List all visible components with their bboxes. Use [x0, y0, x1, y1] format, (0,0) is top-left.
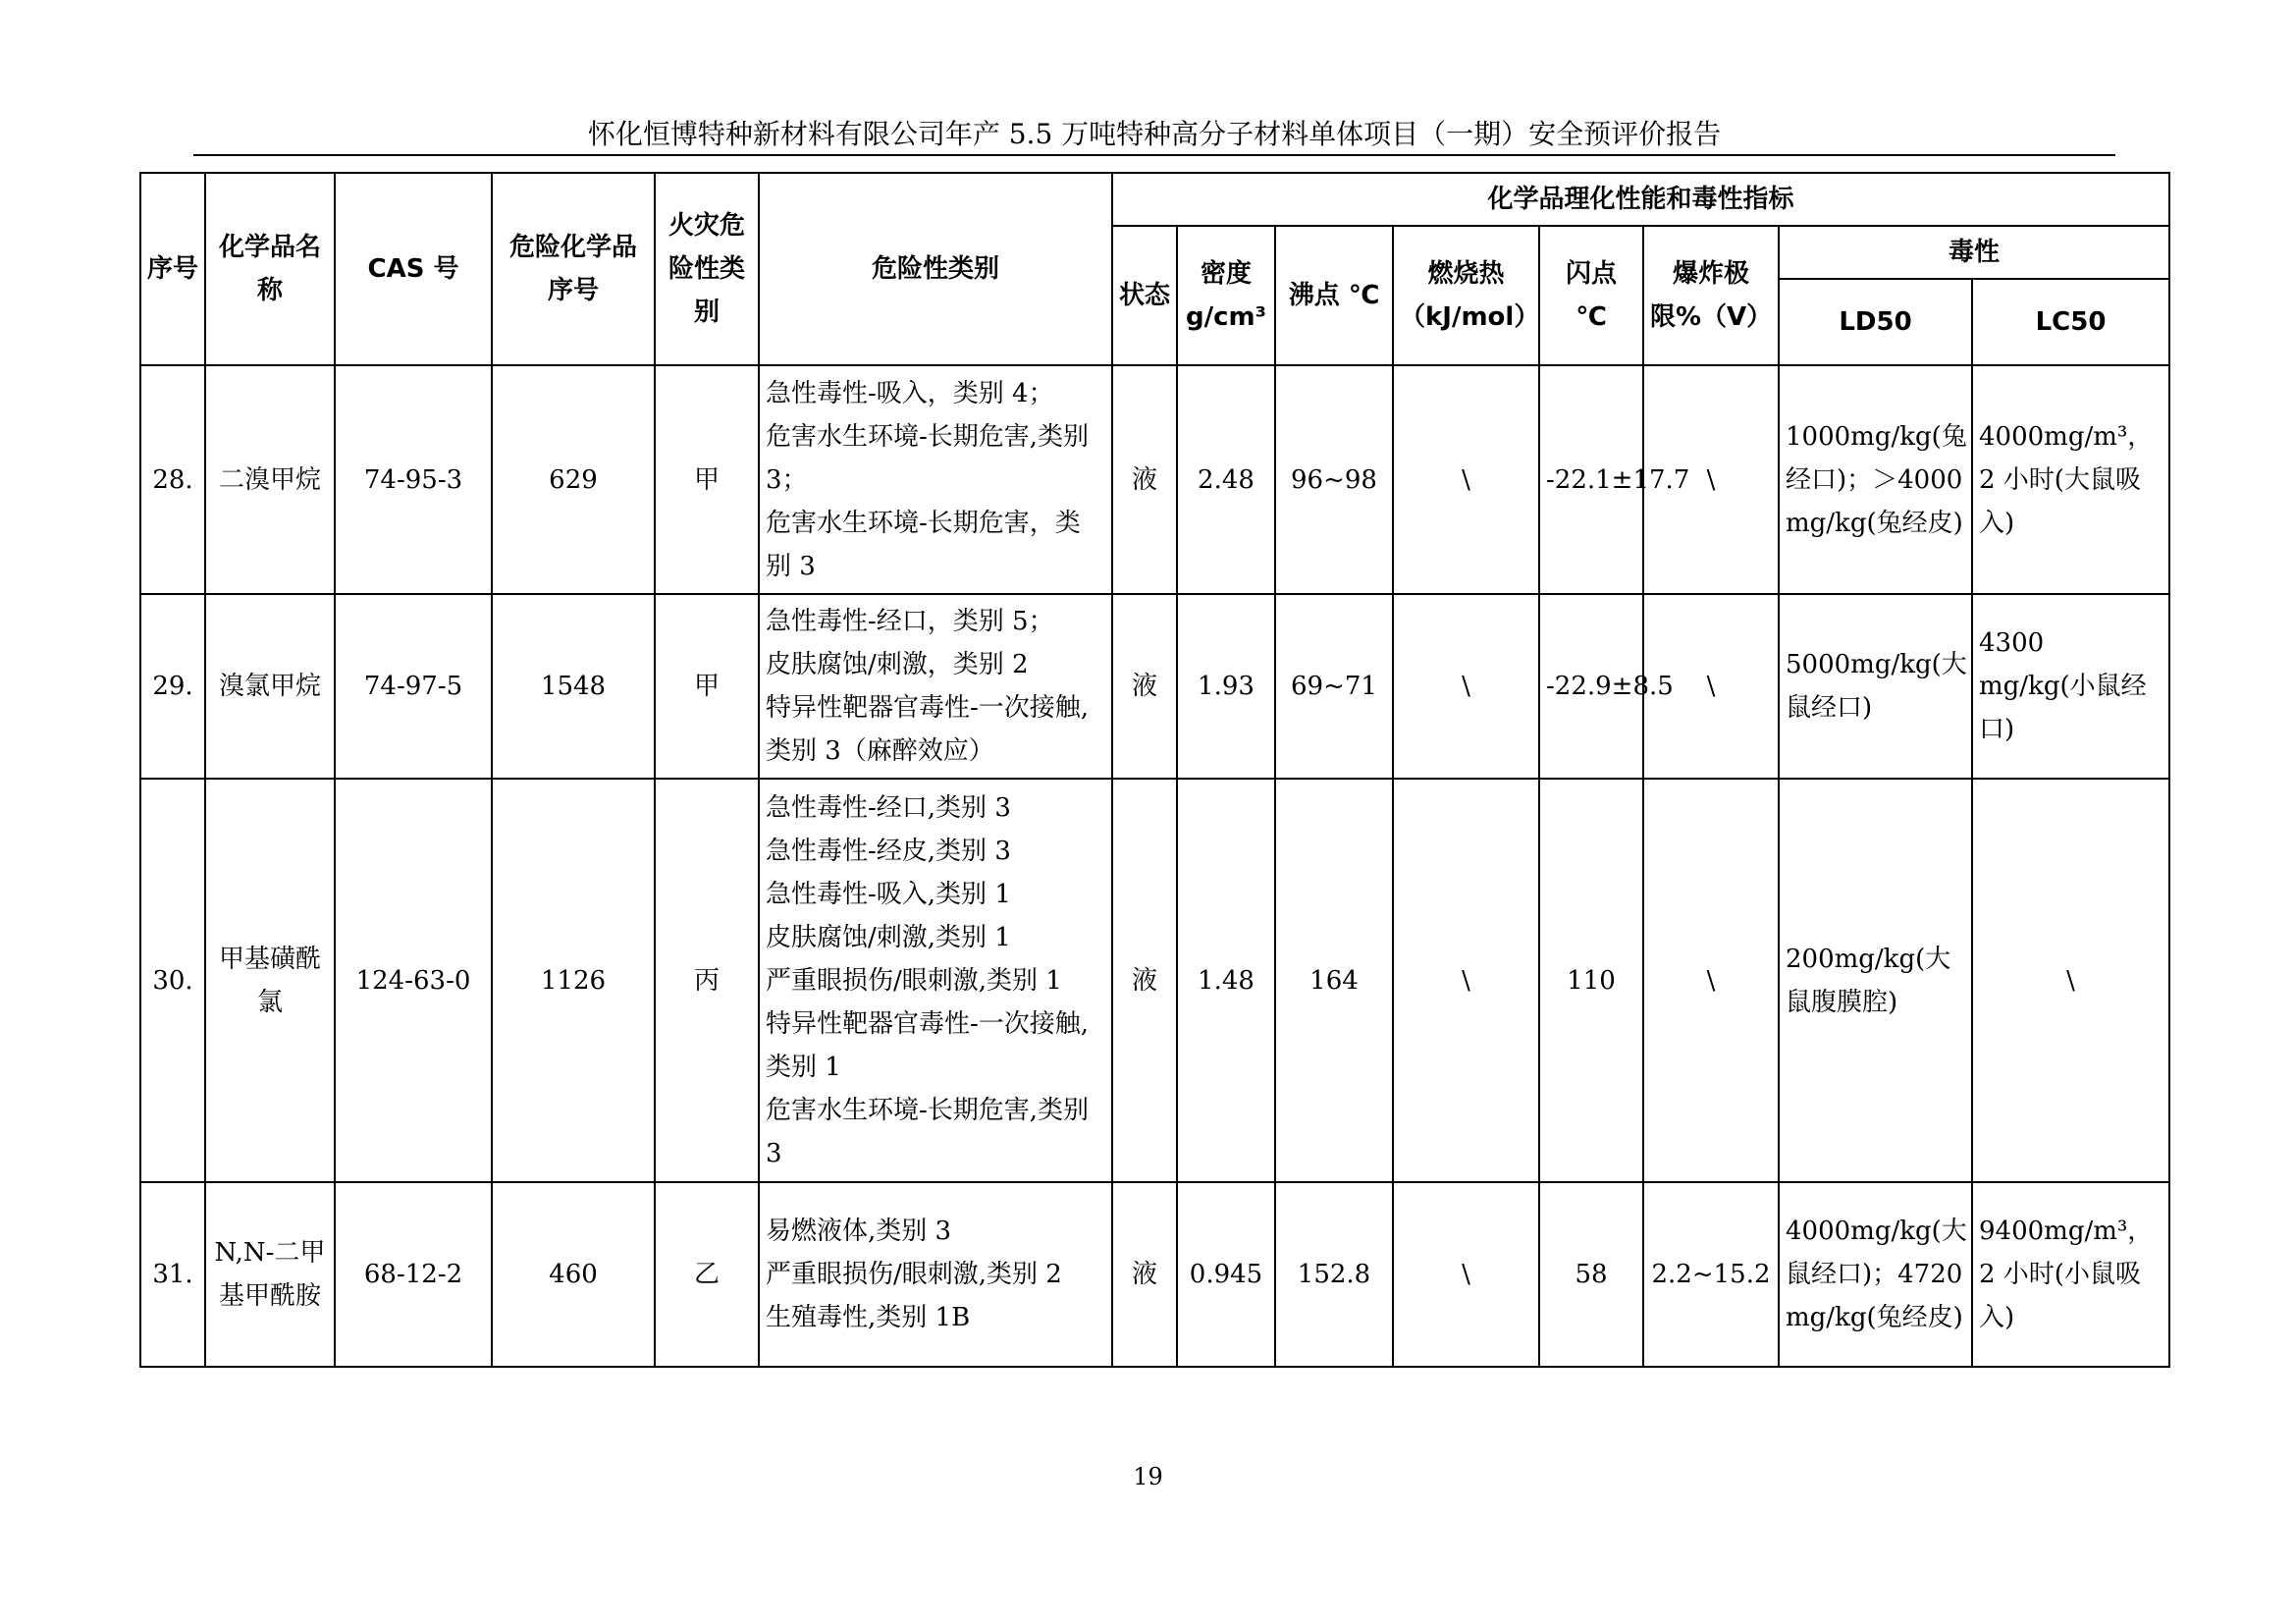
- cell-hazard-class: [759, 365, 1112, 594]
- cell-state: 液: [1112, 1182, 1177, 1367]
- cell-hazard-class: [759, 779, 1112, 1182]
- cell-combustion: \: [1393, 594, 1539, 779]
- cell-combustion: \: [1393, 779, 1539, 1182]
- cell-boiling: 152.8: [1275, 1182, 1393, 1367]
- cell-lc50: 4300 mg/kg(小鼠经口): [1972, 594, 2169, 779]
- cell-cas: 74-95-3: [335, 365, 492, 594]
- hazard-line: 特异性靶器官毒性-一次接触,类别 3（麻醉效应）: [766, 693, 1090, 766]
- header-seq: 序号: [140, 173, 205, 365]
- header-fire-class: 火灾危险性类别: [655, 173, 759, 365]
- cell-cas: 74-97-5: [335, 594, 492, 779]
- cell-fire-class: 乙: [655, 1182, 759, 1367]
- chemical-properties-table: [139, 172, 2170, 1368]
- hazard-line: 易燃液体,类别 3: [766, 1217, 952, 1246]
- hazard-line: 急性毒性-经口,类别 3: [766, 792, 1011, 823]
- hazard-line: 皮肤腐蚀/刺激，类别 2: [766, 650, 1029, 679]
- header-density: 密度 g/cm³: [1177, 226, 1275, 365]
- table-row: [140, 1182, 2169, 1367]
- cell-state: 液: [1112, 365, 1177, 594]
- page-number: 19: [1133, 1463, 1163, 1490]
- cell-fire-class: 丙: [655, 779, 759, 1182]
- hazard-line: 急性毒性-吸入，类别 4；: [766, 378, 1054, 408]
- hazard-line: 危害水生环境-长期危害，类别 3: [766, 508, 1081, 581]
- cell-hazard-class: [759, 594, 1112, 779]
- cell-cas: 68-12-2: [335, 1182, 492, 1367]
- header-name: 化学品名称: [205, 173, 335, 365]
- cell-name: 溴氯甲烷: [205, 594, 335, 779]
- hazard-line: 危害水生环境-长期危害,类别 3: [766, 1095, 1090, 1168]
- cell-seq: 28.: [140, 365, 205, 594]
- cell-lc50: 4000mg/m³，2 小时(大鼠吸入): [1972, 365, 2169, 594]
- cell-lc50: 9400mg/m³，2 小时(小鼠吸入): [1972, 1182, 2169, 1367]
- hazard-line: 特异性靶器官毒性-一次接触,类别 1: [766, 1008, 1090, 1082]
- cell-state: 液: [1112, 779, 1177, 1182]
- header-rule: [193, 154, 2115, 156]
- document-header-title: 怀化恒博特种新材料有限公司年产 5.5 万吨特种高分子材料单体项目（一期）安全预评价报告: [587, 118, 1722, 150]
- cell-fire-class: 甲: [655, 365, 759, 594]
- header-boiling: 沸点 ℃: [1275, 226, 1393, 365]
- cell-combustion: \: [1393, 1182, 1539, 1367]
- cell-boiling: 164: [1275, 779, 1393, 1182]
- header-flash: 闪点 ℃: [1539, 226, 1643, 365]
- cell-density: 0.945: [1177, 1182, 1275, 1367]
- cell-ld50: 1000mg/kg(兔经口)；＞4000 mg/kg(兔经皮): [1779, 365, 1972, 594]
- header-lc50: LC50: [1972, 279, 2169, 365]
- cell-name: 二溴甲烷: [205, 365, 335, 594]
- cell-density: 1.93: [1177, 594, 1275, 779]
- cell-explosion: \: [1643, 779, 1779, 1182]
- cell-density: 2.48: [1177, 365, 1275, 594]
- cell-ld50: 200mg/kg(大鼠腹膜腔): [1779, 779, 1972, 1182]
- cell-fire-class: 甲: [655, 594, 759, 779]
- header-props-group: 化学品理化性能和毒性指标: [1112, 173, 2169, 226]
- header-combustion: 燃烧热（kJ/mol）: [1393, 226, 1539, 365]
- table-row: [140, 779, 2169, 1182]
- hazard-line: 生殖毒性,类别 1B: [766, 1303, 971, 1332]
- hazard-line: 严重眼损伤/眼刺激,类别 2: [766, 1260, 1062, 1289]
- header-hazard-class: 危险性类别: [759, 173, 1112, 365]
- hazard-line: 危害水生环境-长期危害,类别 3；: [766, 421, 1090, 495]
- hazard-line: 严重眼损伤/眼刺激,类别 1: [766, 965, 1062, 996]
- header-explosion: 爆炸极限%（V）: [1643, 226, 1779, 365]
- hazard-line: 急性毒性-吸入,类别 1: [766, 879, 1011, 909]
- cell-lc50: \: [1972, 779, 2169, 1182]
- cell-density: 1.48: [1177, 779, 1275, 1182]
- hazard-line: 急性毒性-经皮,类别 3: [766, 836, 1011, 866]
- header-toxicity: 毒性: [1779, 226, 2169, 279]
- cell-ld50: 5000mg/kg(大鼠经口): [1779, 594, 1972, 779]
- header-hazard-no: 危险化学品序号: [492, 173, 655, 365]
- cell-flash: -22.1±17.7: [1539, 365, 1643, 594]
- cell-flash: 58: [1539, 1182, 1643, 1367]
- cell-explosion: 2.2~15.2: [1643, 1182, 1779, 1367]
- cell-hazard-no: 1548: [492, 594, 655, 779]
- cell-hazard-no: 629: [492, 365, 655, 594]
- cell-explosion: \: [1643, 594, 1779, 779]
- header-cas: CAS 号: [335, 173, 492, 365]
- cell-name: 甲基磺酰氯: [205, 779, 335, 1182]
- cell-explosion: \: [1643, 365, 1779, 594]
- cell-hazard-no: 460: [492, 1182, 655, 1367]
- cell-boiling: 96~98: [1275, 365, 1393, 594]
- cell-flash: -22.9±8.5: [1539, 594, 1643, 779]
- cell-hazard-class: [759, 1182, 1112, 1367]
- cell-boiling: 69~71: [1275, 594, 1393, 779]
- table-row: [140, 365, 2169, 594]
- header-ld50: LD50: [1779, 279, 1972, 365]
- cell-flash: 110: [1539, 779, 1643, 1182]
- cell-cas: 124-63-0: [335, 779, 492, 1182]
- cell-hazard-no: 1126: [492, 779, 655, 1182]
- cell-combustion: \: [1393, 365, 1539, 594]
- cell-seq: 29.: [140, 594, 205, 779]
- cell-seq: 30.: [140, 779, 205, 1182]
- header-state: 状态: [1112, 226, 1177, 365]
- cell-seq: 31.: [140, 1182, 205, 1367]
- hazard-line: 皮肤腐蚀/刺激,类别 1: [766, 922, 1011, 952]
- cell-state: 液: [1112, 594, 1177, 779]
- table-row: [140, 594, 2169, 779]
- hazard-line: 急性毒性-经口，类别 5；: [766, 607, 1054, 636]
- cell-ld50: 4000mg/kg(大鼠经口)；4720 mg/kg(兔经皮): [1779, 1182, 1972, 1367]
- cell-name: N,N-二甲基甲酰胺: [205, 1182, 335, 1367]
